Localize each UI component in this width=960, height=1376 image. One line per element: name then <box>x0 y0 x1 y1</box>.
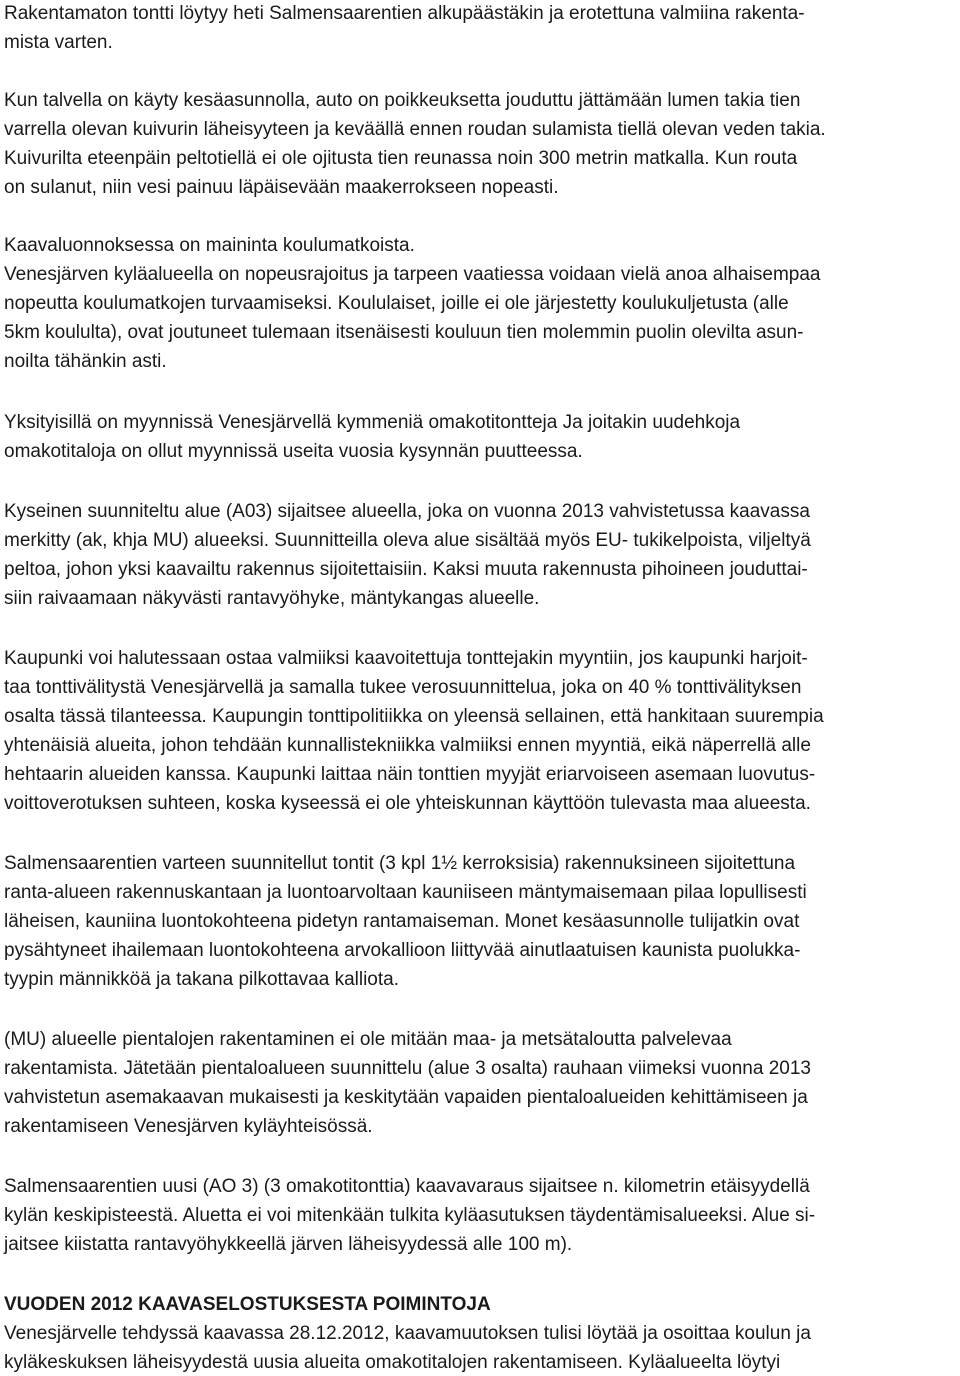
text-line: merkitty (ak, khja MU) alueeksi. Suunnitteilla oleva alue sisältää myös EU- tukikelpoista, viljeltyä <box>4 530 811 551</box>
text-line: voittoverotuksen suhteen, koska kyseessä ei ole yhteiskunnan käyttöön tulevasta maa alueesta. <box>4 793 811 814</box>
text-line: osalta tässä tilanteessa. Kaupungin tonttipolitiikka on yleensä sellainen, että hankitaan suurempia <box>4 706 824 727</box>
text-line: Venesjärven kyläalueella on nopeusrajoitus ja tarpeen vaatiessa voidaan vielä anoa alhaisempaa <box>4 264 821 285</box>
text-line: rakentamista. Jätetään pientaloalueen suunnittelu (alue 3 osalta) rauhaan viimeksi vuonna 2013 <box>4 1058 811 1079</box>
section-heading: VUODEN 2012 KAAVASELOSTUKSESTA POIMINTOJA <box>4 1294 491 1315</box>
text-line: noilta tähänkin asti. <box>4 351 167 372</box>
text-line: Yksityisillä on myynnissä Venesjärvellä kymmeniä omakotitontteja Ja joitakin uudehkoja <box>4 412 741 433</box>
text-line: vahvistetun asemakaavan mukaisesti ja keskitytään vapaiden pientaloalueiden kehittämiseen ja <box>4 1087 808 1108</box>
text-line: 5km koululta), ovat joutuneet tulemaan itsenäisesti kouluun tien molemmin puolin olevilta asun- <box>4 322 804 343</box>
text-line: hehtaarin alueiden kanssa. Kaupunki laittaa näin tonttien myyjät eriarvoiseen asemaan luovutus- <box>4 764 816 785</box>
text-line: Kuivurilta eteenpäin peltotiellä ei ole ojitusta tien reunassa noin 300 metrin matkalla. Kun routa <box>4 148 798 169</box>
text-line: kyläkeskuksen läheisyydestä uusia alueita omakotitalojen rakentamiseen. Kyläalueelta löytyi <box>4 1352 781 1373</box>
text-line: mista varten. <box>4 32 113 53</box>
text-line: on sulanut, niin vesi painuu läpäisevään maakerrokseen nopeasti. <box>4 177 559 198</box>
text-line: kylän keskipisteestä. Aluetta ei voi mitenkään tulkita kyläasutuksen täydentämisalueeksi. Alue si- <box>4 1205 816 1226</box>
text-line: pysähtyneet ihailemaan luontokohteena arvokallioon liittyvää ainutlaatuisen kaunista puolukka- <box>4 940 801 961</box>
text-line: ranta-alueen rakennuskantaan ja luontoarvoltaan kauniiseen mäntymaisemaan pilaa lopullisesti <box>4 882 807 903</box>
text-line: omakotitaloja on ollut myynnissä useita vuosia kysynnän puutteessa. <box>4 441 583 462</box>
text-line: rakentamiseen Venesjärven kyläyhteisössä. <box>4 1116 373 1137</box>
text-line: (MU) alueelle pientalojen rakentaminen ei ole mitään maa- ja metsätaloutta palvelevaa <box>4 1029 732 1050</box>
text-line: peltoa, johon yksi kaavailtu rakennus sijoitettaisiin. Kaksi muuta rakennusta pihoineen jouduttai- <box>4 559 808 580</box>
text-line: Rakentamaton tontti löytyy heti Salmensaarentien alkupäästäkin ja erotettuna valmiina rakenta- <box>4 3 805 24</box>
text-line: jaitsee kiistatta rantavyöhykkeellä järven läheisyydessä alle 100 m). <box>4 1234 573 1255</box>
text-line: varrella olevan kuivurin läheisyyteen ja keväällä ennen roudan sulamista tiellä olevan veden takia. <box>4 119 826 140</box>
text-line: Kaupunki voi halutessaan ostaa valmiiksi kaavoitettuja tonttejakin myyntiin, jos kaupunki harjoit- <box>4 648 808 669</box>
text-line: Kyseinen suunniteltu alue (A03) sijaitsee alueella, joka on vuonna 2013 vahvistetussa kaavassa <box>4 501 810 522</box>
text-line: yhtenäisiä alueita, johon tehdään kunnallistekniikka valmiiksi ennen myyntiä, eikä näperrellä alle <box>4 735 811 756</box>
text-line: Venesjärvelle tehdyssä kaavassa 28.12.2012, kaavamuutoksen tulisi löytää ja osoittaa koulun ja <box>4 1323 811 1344</box>
text-line: Kun talvella on käyty kesäasunnolla, auto on poikkeuksetta jouduttu jättämään lumen takia tien <box>4 90 801 111</box>
text-line: Salmensaarentien uusi (AO 3) (3 omakotitonttia) kaavavaraus sijaitsee n. kilometrin etäisyydellä <box>4 1176 810 1197</box>
text-line: Kaavaluonnoksessa on maininta koulumatkoista. <box>4 235 415 256</box>
text-line: siin raivaamaan näkyvästi rantavyöhyke, mäntykangas alueelle. <box>4 588 540 609</box>
text-line: Salmensaarentien varteen suunnitellut tontit (3 kpl 1½ kerroksisia) rakennuksineen sijoitettuna <box>4 853 796 874</box>
text-line: tyypin männikköä ja takana pilkottavaa kalliota. <box>4 969 400 990</box>
text-line: taa tonttivälitystä Venesjärvellä ja samalla tukee verosuunnittelua, joka on 40 % tonttivälityksen <box>4 677 802 698</box>
text-line: nopeutta koulumatkojen turvaamiseksi. Koululaiset, joille ei ole järjestetty koulukuljetusta (alle <box>4 293 789 314</box>
text-line: läheisen, kauniina luontokohteena pidetyn rantamaiseman. Monet kesäasunnolle tulijatkin ovat <box>4 911 800 932</box>
